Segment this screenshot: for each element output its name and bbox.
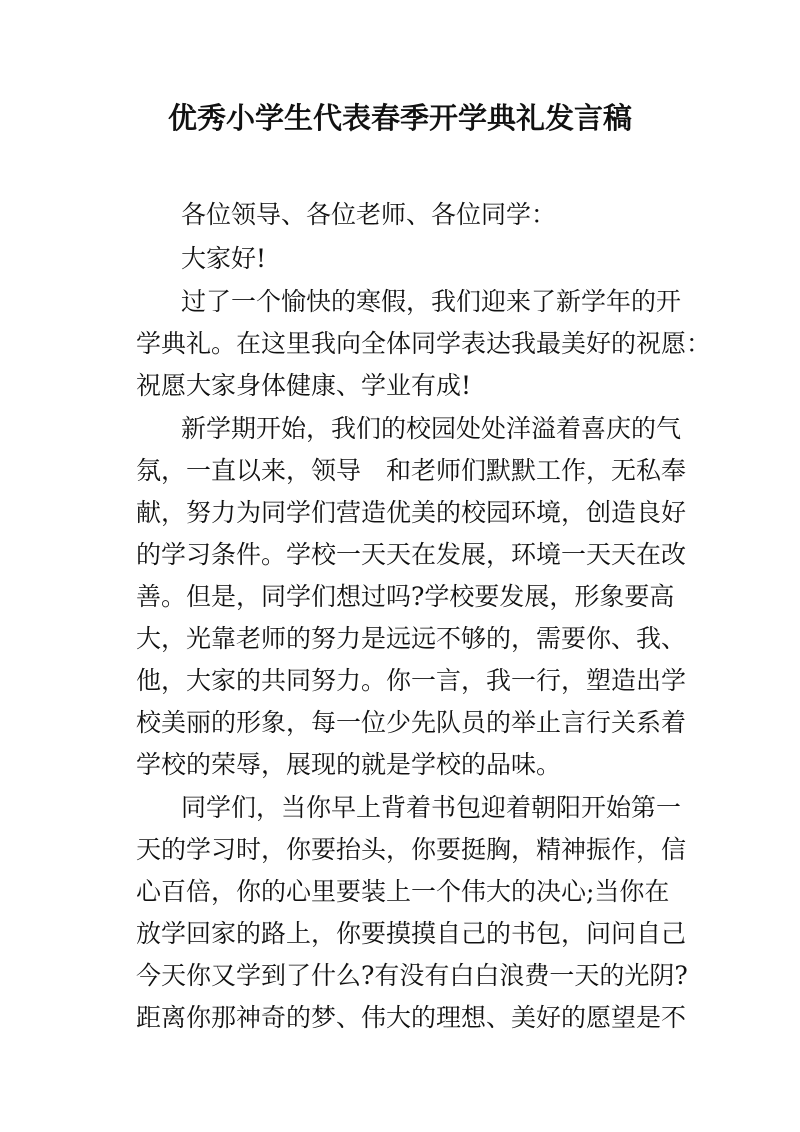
paragraph-line: 氛，一直以来，领导 和老师们默默工作，无私奉 [136, 456, 687, 485]
paragraph-line: 今天你又学到了什么?有没有白白浪费一天的光阴? [136, 961, 688, 990]
paragraph-line: 他，大家的共同努力。你一言，我一行，塑造出学 [136, 666, 687, 695]
paragraph-line: 同学们，当你早上背着书包迎着朝阳开始第一 [181, 793, 682, 822]
paragraph-line: 的学习条件。学校一天天在发展，环境一天天在改 [136, 540, 687, 569]
paragraph-line: 放学回家的路上，你要摸摸自己的书包，问问自己 [136, 919, 687, 948]
paragraph-line: 大，光靠老师的努力是远远不够的，需要你、我、 [136, 624, 687, 653]
paragraph-line: 过了一个愉快的寒假，我们迎来了新学年的开 [181, 287, 682, 316]
paragraph-line: 祝愿大家身体健康、学业有成! [136, 371, 472, 400]
paragraph-line: 新学期开始，我们的校园处处洋溢着喜庆的气 [181, 414, 682, 443]
paragraph-line: 天的学习时，你要抬头，你要挺胸，精神振作，信 [136, 835, 687, 864]
paragraph-line: 学校的荣辱，展现的就是学校的品味。 [136, 750, 562, 779]
greeting-line: 大家好! [181, 244, 267, 273]
document-title: 优秀小学生代表春季开学典礼发言稿 [167, 101, 632, 135]
salutation-line: 各位领导、各位老师、各位同学： [181, 200, 557, 229]
paragraph-line: 距离你那神奇的梦、伟大的理想、美好的愿望是不 [136, 1003, 687, 1032]
paragraph-line: 献，努力为同学们营造优美的校园环境，创造良好 [136, 498, 687, 527]
paragraph-line: 校美丽的形象，每一位少先队员的举止言行关系着 [136, 708, 687, 737]
paragraph-line: 心百倍，你的心里要装上一个伟大的决心;当你在 [136, 877, 670, 906]
paragraph-line: 学典礼。在这里我向全体同学表达我最美好的祝愿： [136, 329, 712, 358]
paragraph-line: 善。但是，同学们想过吗?学校要发展，形象要高 [136, 582, 675, 611]
